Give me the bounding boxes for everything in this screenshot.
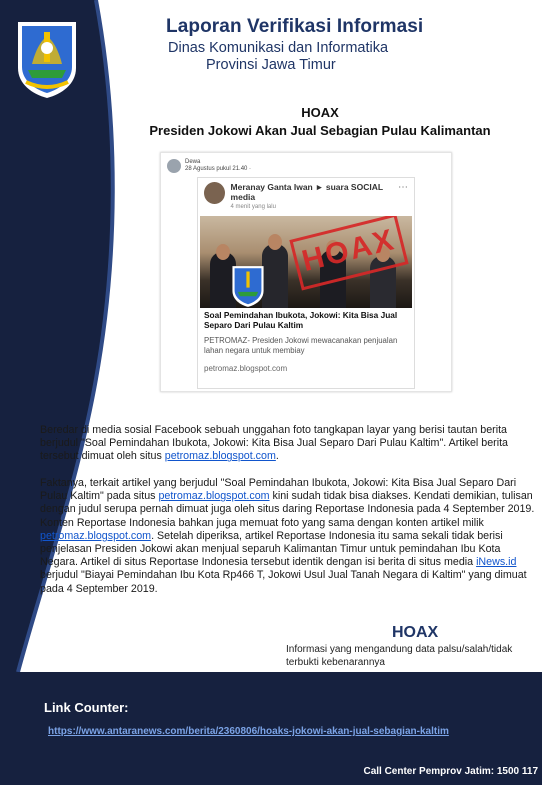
- jatim-emblem-logo: [14, 18, 80, 100]
- petromaz-link[interactable]: petromaz.blogspot.com: [164, 450, 276, 463]
- sharer-name: Meranay Ganta Iwan ► suara SOCIAL media: [230, 182, 383, 202]
- paragraph-claim: [40, 424, 536, 464]
- paragraph-text: kini sudah tidak bisa diakses. Kendati demikian, tulisan dengan judul serupa pernah dimuat juga oleh situs daring Reportase Indonesia pada 4 September 2019. Konten Reportase Indonesia bahkan juga memuat foto yang sama dengan konten artikel milik: [40, 490, 535, 529]
- card-source-url: petromaz.blogspot.com: [204, 364, 288, 373]
- paragraph-text: . Setelah diperiksa, artikel Reportase Indonesia itu sama sekali tidak berisi penjelasan Presiden Jokowi akan menjual separuh Kalimantan Timur untuk pemindahan Ibu Kota Negara. Artikel di situs Reportase Indonesia tersebut identik dengan isi berita di situs media: [40, 529, 503, 569]
- report-header: [166, 16, 526, 73]
- shared-link-card: [197, 177, 415, 389]
- hoax-stamp: HOAX: [289, 216, 408, 291]
- agency-name: Dinas Komunikasi dan Informatika: [168, 40, 389, 56]
- classification-label: HOAX: [392, 624, 439, 641]
- classification-definition: Informasi yang mengandung data palsu/salah/tidak terbukti kebenarannya: [286, 644, 513, 668]
- news-photo: [200, 216, 412, 308]
- post-header: [161, 153, 451, 179]
- shared-time: 4 menit yang lalu: [230, 204, 276, 210]
- paragraph-fact: [40, 477, 536, 596]
- call-center: Call Center Pemprov Jatim: 1500 117: [363, 766, 538, 777]
- paragraph-text: berjudul "Biayai Pemindahan Ibu Kota Rp466 T, Jokowi Usul Jual Tanah Negara di Kaltim" yang dimuat pada 4 September 2019.: [40, 569, 527, 595]
- petromaz-link[interactable]: petromaz.blogspot.com: [158, 490, 270, 503]
- poster-info: [185, 159, 251, 173]
- facebook-post-screenshot: [160, 152, 452, 392]
- headline-block: [120, 105, 520, 138]
- sharer-avatar: [204, 182, 225, 204]
- sharer-info: [231, 182, 398, 210]
- province-name: Provinsi Jawa Timur: [206, 57, 336, 73]
- headline-label: HOAX: [301, 105, 339, 120]
- paragraph-text: Faktanya, terkait artikel yang berjudul "Soal Pemindahan Ibukota, Jokowi: Kita Bisa Jual Separo Dari Pulau Kaltim" pada situs: [40, 477, 517, 503]
- paragraph-text: .: [275, 450, 279, 463]
- person-head: [216, 244, 230, 260]
- card-description: PETROMAZ- Presiden Jokowi mewacanakan penjualan lahan negara untuk membiay: [204, 336, 398, 355]
- paragraph-text: Beredar di media sosial Facebook sebuah unggahan foto tangkapan layar yang berisi tautan berita berjudul "Soal Pemindahan Ibukota, Jokowi: Kita Bisa Jual Separo Dari Pulau Kaltim". Artikel berita tersebut dimuat oleh situs: [40, 424, 508, 463]
- link-counter-url[interactable]: https://www.antaranews.com/berita/2360806/hoaks-jokowi-akan-jual-sebagian-kaltim: [48, 726, 449, 737]
- headline-title: Presiden Jokowi Akan Jual Sebagian Pulau Kalimantan: [149, 123, 491, 138]
- poster-name: Dewa: [185, 159, 201, 165]
- more-options-icon: ⋯: [398, 182, 408, 193]
- report-title: Laporan Verifikasi Informasi: [166, 16, 424, 37]
- jatim-emblem-watermark: [230, 264, 266, 308]
- card-headline: Soal Pemindahan Ibukota, Jokowi: Kita Bisa Jual Separo Dari Pulau Kaltim: [204, 310, 398, 330]
- footer-bar: [0, 672, 542, 785]
- poster-avatar: [167, 159, 181, 173]
- shared-post-header: [198, 178, 414, 214]
- link-counter-label: Link Counter:: [44, 700, 129, 715]
- inews-link[interactable]: iNews.id: [476, 556, 517, 569]
- post-date: 28 Agustus pukul 21.40 ·: [185, 166, 252, 172]
- petromaz-link[interactable]: petromaz.blogspot.com: [40, 529, 152, 542]
- person-head: [268, 234, 282, 250]
